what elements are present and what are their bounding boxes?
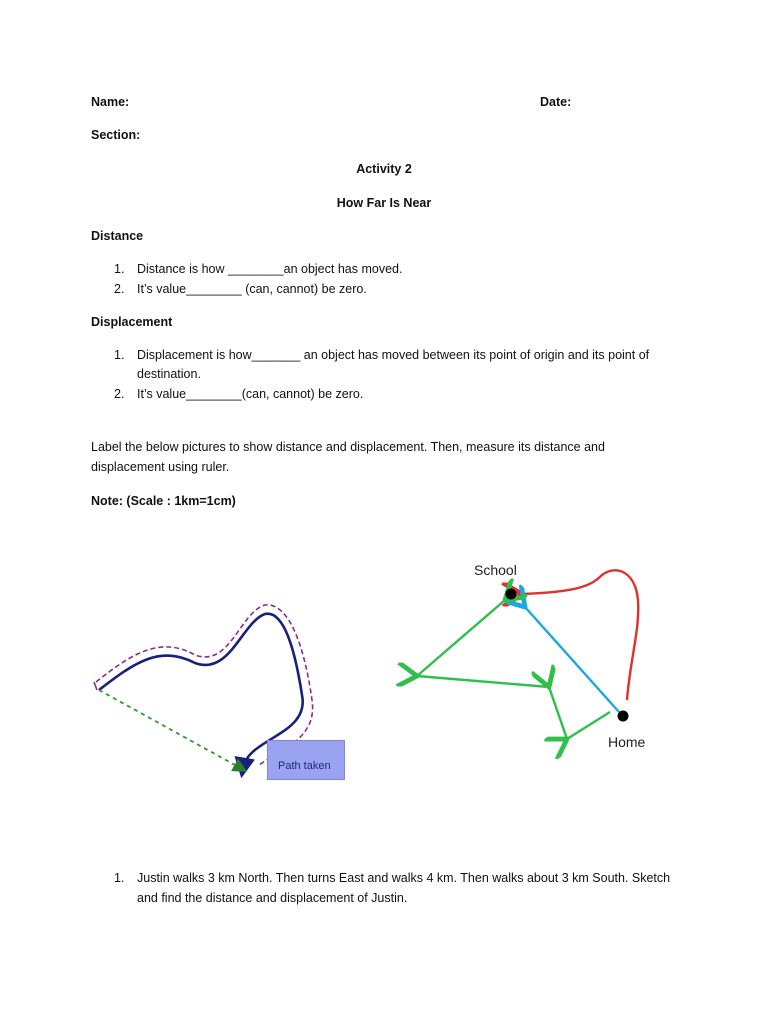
blue-path: [525, 607, 619, 712]
scale-note: Note: (Scale : 1km=1cm): [91, 494, 236, 508]
school-point: [506, 589, 517, 600]
list-item-number: 2.: [114, 282, 125, 296]
list-item: Displacement is how_______ an object has moved between its point of origin and its point of: [137, 348, 650, 362]
start-tick: [94, 682, 97, 690]
green-segment-3: [417, 676, 549, 687]
legend-label: Path taken: [278, 760, 331, 772]
home-label: Home: [608, 734, 646, 750]
list-item: It’s value________ (can, cannot) be zero.: [137, 282, 367, 296]
name-label: Name:: [91, 95, 130, 109]
right-map-figure: [417, 570, 638, 739]
school-label: School: [474, 562, 517, 578]
section-label: Section:: [91, 128, 141, 142]
red-path: [522, 570, 638, 700]
displacement-arrow: [99, 690, 244, 770]
problem-line-2: and find the distance and displacement of Justin.: [137, 891, 408, 905]
list-item: Distance is how ________an object has moved.: [137, 262, 403, 276]
problem-number: 1.: [114, 871, 125, 885]
displacement-heading: Displacement: [91, 315, 173, 329]
instructions-line-1: Label the below pictures to show distance and displacement. Then, measure its distance and: [91, 440, 605, 454]
instructions-line-2: displacement using ruler.: [91, 460, 230, 474]
list-item-number: 1.: [114, 348, 125, 362]
activity-subtitle: How Far Is Near: [336, 196, 432, 210]
problem-line-1: Justin walks 3 km North. Then turns East and walks 4 km. Then walks about 3 km South. Sketch: [137, 871, 671, 885]
list-item-number: 1.: [114, 262, 125, 276]
activity-title: Activity 2: [356, 162, 412, 176]
green-segment-4: [417, 600, 505, 676]
list-item-continuation: destination.: [137, 367, 201, 381]
date-label: Date:: [540, 95, 572, 109]
home-point: [618, 711, 629, 722]
list-item: It’s value________(can, cannot) be zero.: [137, 387, 364, 401]
list-item-number: 2.: [114, 387, 125, 401]
green-segment-1: [567, 712, 610, 739]
green-segment-2: [549, 687, 567, 739]
distance-heading: Distance: [91, 229, 144, 243]
